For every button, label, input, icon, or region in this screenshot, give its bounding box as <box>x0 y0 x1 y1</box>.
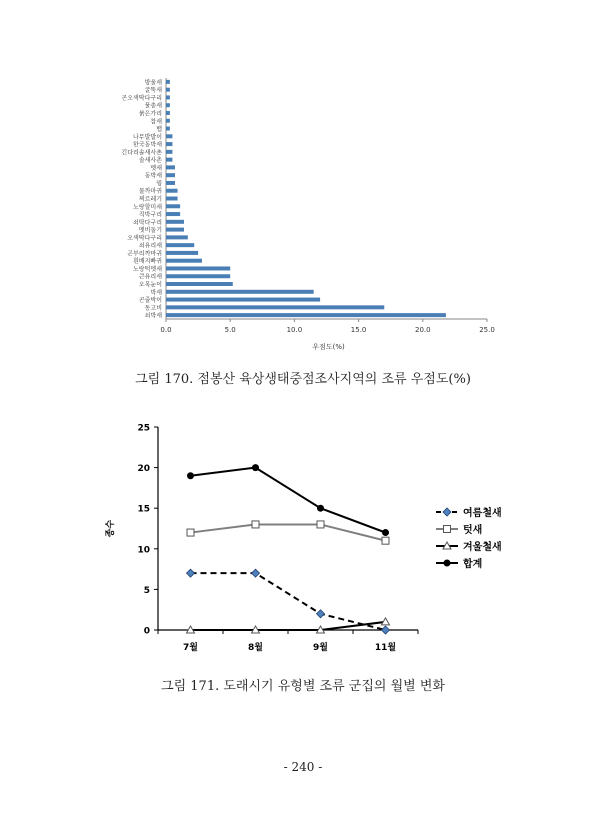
y-axis-label: 종수 <box>106 519 116 538</box>
page-number: - 240 - <box>283 760 323 774</box>
x-axis-label: 우점도(%) <box>312 343 345 351</box>
category-label: 긴다리솔새사촌 <box>121 149 162 157</box>
category-label: 굴뚝새 <box>144 87 162 95</box>
category-label: 곤줄박이 <box>138 297 162 305</box>
bar <box>166 134 172 138</box>
category-label: 쇠유리새 <box>138 242 162 250</box>
bar <box>166 173 175 177</box>
category-label: 쇠딱다구리 <box>133 219 162 227</box>
series-line-0 <box>191 573 386 630</box>
monthly-species-line-chart <box>100 415 530 660</box>
data-point-square <box>444 526 451 533</box>
bar <box>166 266 230 270</box>
bar <box>166 181 175 185</box>
data-point-square <box>382 537 389 544</box>
data-point-diamond <box>252 569 260 577</box>
bar <box>166 313 446 317</box>
bar <box>166 197 178 201</box>
category-label: 붉은가리 <box>138 110 162 118</box>
bar <box>166 220 184 224</box>
bar <box>166 95 170 99</box>
category-label: 노랑할미새 <box>133 203 162 211</box>
category-label: 큰유리새 <box>138 273 162 281</box>
legend-label: 합계 <box>463 559 483 570</box>
category-label: 오목눈이 <box>138 281 162 289</box>
series-line-1 <box>191 524 386 540</box>
bar <box>166 259 202 263</box>
category-label: 오색딱다구리 <box>127 234 162 242</box>
bar <box>166 189 178 193</box>
bar <box>166 165 175 169</box>
figure-170-caption: 그림 170. 점봉산 육상생태중점조사지역의 조류 우점도(%) <box>135 372 471 387</box>
legend-label: 겨울철새 <box>463 542 502 553</box>
x-tick-label: 9월 <box>313 643 328 653</box>
bar <box>166 251 198 255</box>
data-point-diamond <box>382 626 390 634</box>
x-tick-label: 5.0 <box>224 326 236 334</box>
category-label: 한국동박새 <box>133 141 162 149</box>
data-point-diamond <box>187 569 195 577</box>
x-tick-label: 20.0 <box>415 326 431 334</box>
x-tick-label: 7월 <box>183 643 198 653</box>
data-point-circle <box>317 505 324 512</box>
legend-label: 텃새 <box>463 525 483 536</box>
category-label: 방울새 <box>144 79 162 87</box>
data-point-circle <box>382 529 389 536</box>
data-point-diamond <box>317 610 325 618</box>
legend-label: 여름철새 <box>463 508 502 519</box>
bar <box>166 111 170 115</box>
bar <box>166 103 170 107</box>
category-label: 곤오색딱다구리 <box>121 94 162 102</box>
data-point-square <box>317 521 324 528</box>
category-label: 직박구리 <box>138 211 162 219</box>
bar <box>166 150 172 154</box>
x-tick-label: 11월 <box>374 643 397 653</box>
bar <box>166 119 170 123</box>
category-label: 뱁 <box>156 126 162 134</box>
data-point-circle <box>252 464 259 471</box>
bar <box>166 298 320 302</box>
category-label: 노랑턱멧새 <box>133 265 162 273</box>
data-point-circle <box>187 472 194 479</box>
bar <box>166 290 314 294</box>
bar <box>166 243 194 247</box>
category-label: 흰배지빠귀 <box>133 258 162 266</box>
dominance-bar-chart <box>100 68 500 358</box>
bar <box>166 127 170 131</box>
x-tick-label: 15.0 <box>350 326 367 334</box>
category-label: 참새 <box>150 118 162 126</box>
y-tick-label: 0 <box>143 626 150 637</box>
category-label: 물까마귀 <box>138 188 162 196</box>
x-tick-label: 0.0 <box>160 326 172 334</box>
bar <box>166 305 384 309</box>
y-tick-label: 15 <box>137 504 150 515</box>
y-tick-label: 20 <box>137 464 150 475</box>
series-line-2 <box>191 622 386 630</box>
bar <box>166 235 188 239</box>
series-line-3 <box>191 468 386 533</box>
bar <box>166 212 180 216</box>
data-point-circle <box>444 560 451 567</box>
x-tick-label: 10.0 <box>286 326 303 334</box>
category-label: 멧비둘기 <box>138 227 162 235</box>
bar <box>166 88 170 92</box>
y-tick-label: 25 <box>137 423 150 434</box>
figure-171-caption: 그림 171. 도래시기 유형별 조류 군집의 월별 변화 <box>161 679 445 694</box>
category-label: 멧새 <box>150 164 162 172</box>
bar <box>166 228 184 232</box>
category-label: 동박새 <box>144 172 162 180</box>
bar <box>166 80 170 84</box>
category-label: 동고비 <box>144 304 162 312</box>
bar <box>166 142 172 146</box>
bar <box>166 158 172 162</box>
data-point-square <box>252 521 259 528</box>
y-tick-label: 10 <box>137 545 150 556</box>
x-tick-label: 8월 <box>248 643 263 653</box>
bar <box>166 274 230 278</box>
data-point-square <box>187 529 194 536</box>
data-point-diamond <box>443 508 451 516</box>
category-label: 꿩 <box>156 180 162 188</box>
category-label: 찌르레기 <box>138 196 162 203</box>
category-label: 나무발발이 <box>133 133 162 141</box>
category-label: 박새 <box>150 289 162 297</box>
category-label: 곤부리까마귀 <box>127 250 162 258</box>
x-tick-label: 25.0 <box>479 326 495 334</box>
y-tick-label: 5 <box>143 585 150 596</box>
bar <box>166 282 233 286</box>
category-label: 솔새사촌 <box>138 157 162 165</box>
category-label: 쇠박새 <box>144 312 162 320</box>
category-label: 물총새 <box>144 102 162 110</box>
bar <box>166 204 180 208</box>
